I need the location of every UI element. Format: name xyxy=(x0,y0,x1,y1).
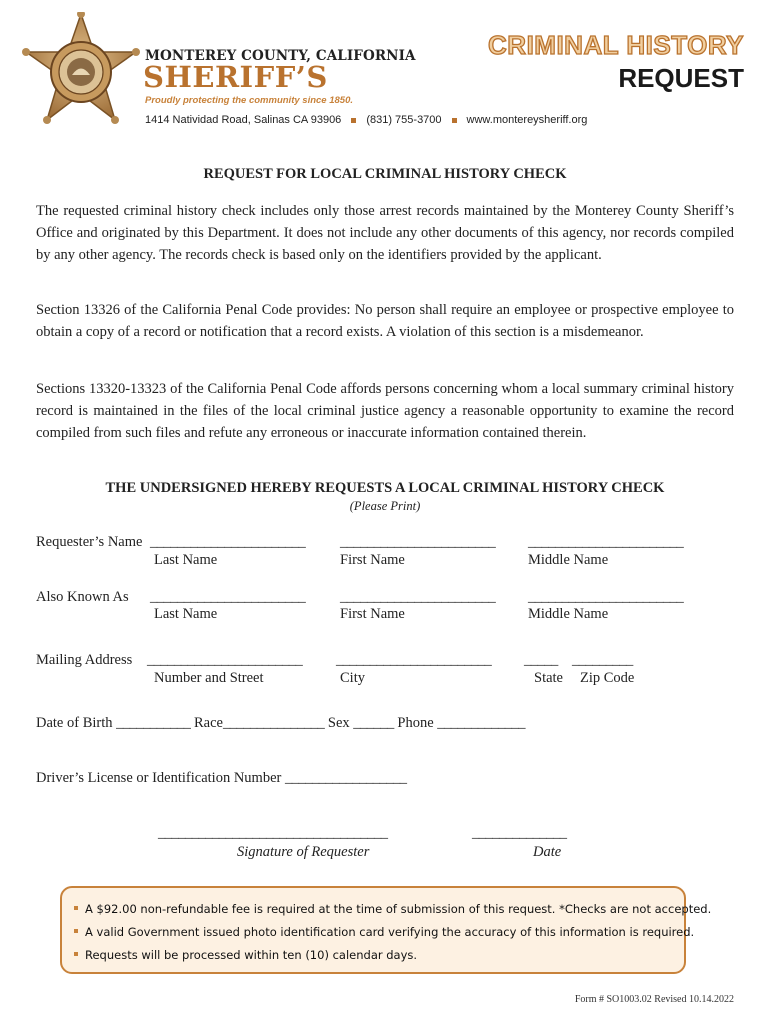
signature-field[interactable]: __________________________________ xyxy=(158,825,388,841)
please-print-note: (Please Print) xyxy=(349,499,421,513)
race-field[interactable]: _______________ xyxy=(223,715,325,731)
requirements-notice-box xyxy=(60,886,712,974)
phone-field[interactable]: _____________ xyxy=(437,715,525,731)
city-caption: City xyxy=(340,670,365,686)
agency-tagline: Proudly protecting the community since 1850. xyxy=(145,95,353,106)
middle-name-caption: Middle Name xyxy=(528,606,609,622)
last-name-caption: Last Name xyxy=(154,606,218,622)
separator-square-icon xyxy=(452,118,457,123)
bullet-icon xyxy=(74,929,78,933)
intro-paragraph-3 xyxy=(36,378,734,444)
agency-name: SHERIFF’S xyxy=(143,60,328,94)
agency-county-line: MONTEREY COUNTY, CALIFORNIA xyxy=(145,48,416,64)
document-title-line2: REQUEST xyxy=(618,63,744,93)
form-heading: REQUEST FOR LOCAL CRIMINAL HISTORY CHECK xyxy=(203,166,567,182)
mailing-address-label: Mailing Address xyxy=(36,652,133,668)
middle-name-caption: Middle Name xyxy=(528,552,609,568)
phone-label: Phone xyxy=(397,715,434,731)
license-label: Driver’s License or Identification Number xyxy=(36,770,282,786)
notice-item xyxy=(74,921,695,944)
race-label: Race xyxy=(194,715,223,731)
website-link[interactable]: www.montereysheriff.org xyxy=(466,114,588,126)
aka-middle-name-field[interactable]: _______________________ xyxy=(528,589,684,605)
zip-field[interactable]: _________ xyxy=(572,652,633,668)
paragraph-text: Section 13326 of the California Penal Code provides: No person shall require an employee or prospective employee to obtain a copy of a record or notification that a record exists. A violation of this section is a misdemeanor. xyxy=(36,302,734,340)
aka-label: Also Known As xyxy=(36,589,129,605)
paragraph-text: Sections 13320-13323 of the California Penal Code affords persons concerning whom a local summary criminal history record is maintained in the files of the local criminal justice agency a reasonable opportunity to examine the record compiled from such files and refute any erroneous or inaccurate information contained therein. xyxy=(36,381,734,441)
notice-text: Requests will be processed within ten (10) calendar days. xyxy=(85,948,418,962)
sex-field[interactable]: ______ xyxy=(353,715,394,731)
personal-info-row xyxy=(36,715,525,732)
aka-first-name-field[interactable]: _______________________ xyxy=(340,589,496,605)
date-caption: Date xyxy=(533,844,562,860)
notice-item xyxy=(74,944,684,967)
state-field[interactable]: _____ xyxy=(524,652,558,668)
notice-text: A valid Government issued photo identification card verifying the accuracy of this information is required. xyxy=(85,925,695,939)
bullet-icon xyxy=(74,906,78,910)
address-text: 1414 Natividad Road, Salinas CA 93906 xyxy=(145,114,342,126)
license-field[interactable]: __________________ xyxy=(284,770,407,786)
zip-caption: Zip Code xyxy=(580,670,635,686)
street-field[interactable]: _______________________ xyxy=(147,652,303,668)
document-title-line1: CRIMINAL HISTORY xyxy=(488,30,744,60)
paragraph-text: The requested criminal history check includes only those arrest records maintained by the Monterey County Sheriff’s Office and originated by this Department. It does not include any other documents of this agency, nor records compiled by any other agency. The records check is based only on the identifiers provided by the applicant. xyxy=(36,203,734,263)
city-field[interactable]: _______________________ xyxy=(336,652,492,668)
last-name-caption: Last Name xyxy=(154,552,218,568)
first-name-caption: First Name xyxy=(340,552,405,568)
signature-caption: Signature of Requester xyxy=(237,844,370,860)
form-number: Form # SO1003.02 Revised 10.14.2022 xyxy=(574,994,734,1005)
separator-square-icon xyxy=(351,118,356,123)
date-field[interactable]: ______________ xyxy=(472,825,567,841)
request-section-heading: THE UNDERSIGNED HEREBY REQUESTS A LOCAL CRIMINAL HISTORY CHECK xyxy=(105,480,665,496)
dob-field[interactable]: ___________ xyxy=(116,715,191,731)
first-name-caption: First Name xyxy=(340,606,405,622)
intro-paragraph-2 xyxy=(36,299,734,343)
requester-last-name-field[interactable]: _______________________ xyxy=(150,534,306,550)
bullet-icon xyxy=(74,952,78,956)
requester-middle-name-field[interactable]: _______________________ xyxy=(528,534,684,550)
dob-label: Date of Birth xyxy=(36,715,113,731)
state-caption: State xyxy=(534,670,563,686)
requester-first-name-field[interactable]: _______________________ xyxy=(340,534,496,550)
intro-paragraph-1 xyxy=(36,200,734,266)
sheriff-star-badge-icon xyxy=(22,12,140,140)
notice-item xyxy=(74,898,712,921)
license-row xyxy=(36,770,406,787)
notice-text: A $92.00 non-refundable fee is required at the time of submission of this request. *Checks are not accepted. xyxy=(85,902,712,916)
requester-name-label: Requester’s Name xyxy=(36,534,143,550)
phone-text: (831) 755-3700 xyxy=(366,114,442,126)
aka-last-name-field[interactable]: _______________________ xyxy=(150,589,306,605)
sex-label: Sex xyxy=(327,715,350,731)
contact-line xyxy=(145,114,587,126)
number-street-caption: Number and Street xyxy=(154,670,264,686)
